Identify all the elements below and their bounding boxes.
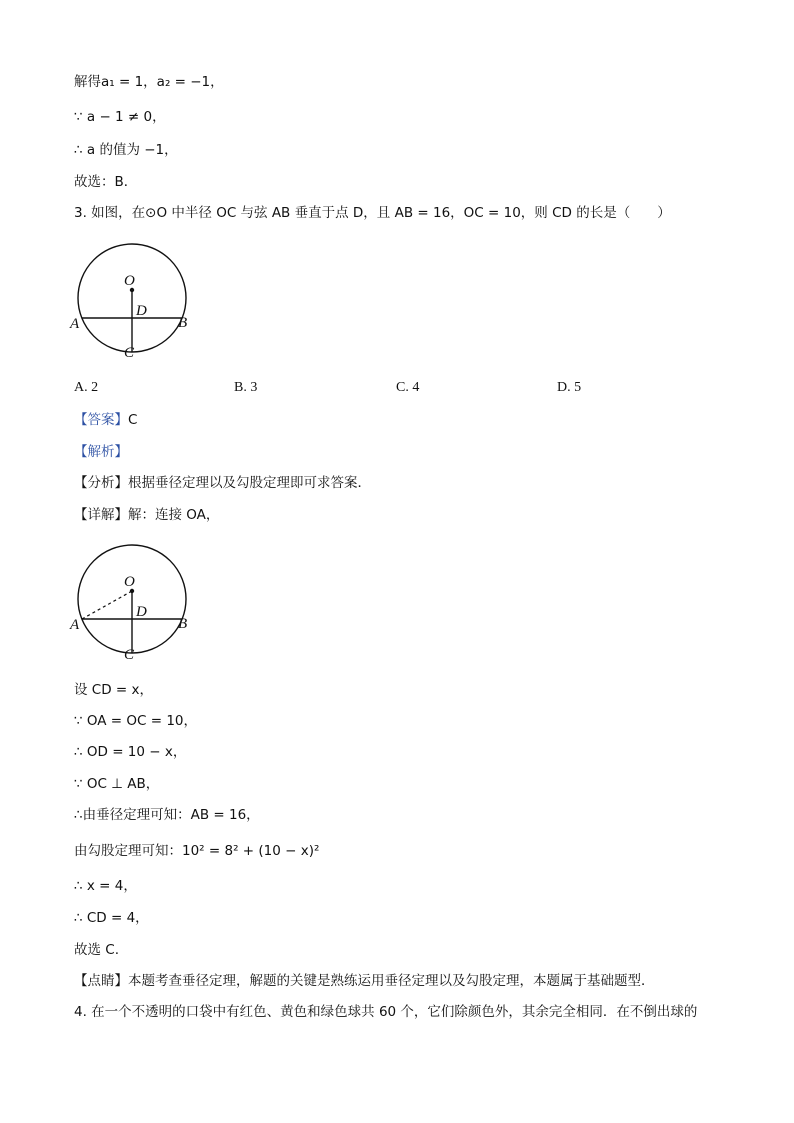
xiangjie-tag: 【详解】 — [74, 507, 128, 523]
question-4-stem: 4. 在一个不透明的口袋中有红色、黄色和绿色球共 60 个，它们除颜色外，其余完全相同．在不倒出球的 — [74, 1004, 698, 1020]
dashed-oa — [82, 591, 132, 619]
analysis-tag: 【解析】 — [74, 444, 128, 460]
label-o: O — [124, 273, 135, 289]
step-1: 设 CD = x， — [74, 682, 153, 698]
step-8: ∴ CD = 4， — [74, 910, 149, 926]
label-o: O — [124, 574, 135, 590]
label-d: D — [136, 303, 147, 319]
question-3-stem: 3. 如图，在⊙O 中半径 OC 与弦 AB 垂直于点 D，且 AB = 16，OC = 10，则 CD 的长是（ ） — [74, 205, 671, 221]
solution-line-1: 解得a₁ = 1，a₂ = −1， — [74, 74, 224, 90]
analysis-line — [74, 443, 128, 461]
label-b: B — [178, 616, 188, 632]
fenxi-line — [74, 474, 371, 492]
fenxi-text: 根据垂径定理以及勾股定理即可求答案． — [128, 475, 371, 491]
circle-figure-1 — [66, 232, 196, 362]
option-a: A. 2 — [74, 380, 99, 395]
step-3: ∴ OD = 10 − x， — [74, 744, 187, 760]
label-c: C — [124, 647, 135, 663]
solution-line-4: 故选：B． — [74, 174, 138, 190]
label-a: A — [70, 316, 80, 332]
step-7: ∴ x = 4， — [74, 878, 137, 894]
label-c: C — [124, 345, 135, 361]
answer-value: C — [128, 412, 138, 428]
circle-figure-2 — [66, 533, 196, 663]
answer-line — [74, 411, 137, 429]
label-b: B — [178, 315, 188, 331]
dianjing-text: 本题考查垂径定理，解题的关键是熟练运用垂径定理以及勾股定理，本题属于基础题型． — [128, 973, 655, 989]
label-d: D — [136, 604, 147, 620]
answer-tag: 【答案】 — [74, 412, 128, 428]
step-2: ∵ OA = OC = 10， — [74, 713, 198, 729]
step-9: 故选 C. — [74, 942, 120, 958]
dianjing-line — [74, 972, 655, 990]
option-d: D. 5 — [557, 380, 582, 395]
dianjing-tag: 【点睛】 — [74, 973, 128, 989]
solution-line-3: ∴ a 的值为 −1， — [74, 142, 178, 158]
option-b: B. 3 — [234, 380, 258, 395]
step-5: ∴由垂径定理可知：AB = 16， — [74, 807, 260, 823]
option-c: C. 4 — [396, 380, 420, 395]
xiangjie-text: 解：连接 OA， — [128, 507, 220, 523]
step-4: ∵ OC ⊥ AB， — [74, 776, 160, 792]
step-6: 由勾股定理可知：10² = 8² + (10 − x)² — [74, 843, 320, 859]
fenxi-tag: 【分析】 — [74, 475, 128, 491]
label-a: A — [70, 617, 80, 633]
xiangjie-line — [74, 506, 219, 524]
solution-line-2: ∵ a − 1 ≠ 0， — [74, 109, 166, 125]
